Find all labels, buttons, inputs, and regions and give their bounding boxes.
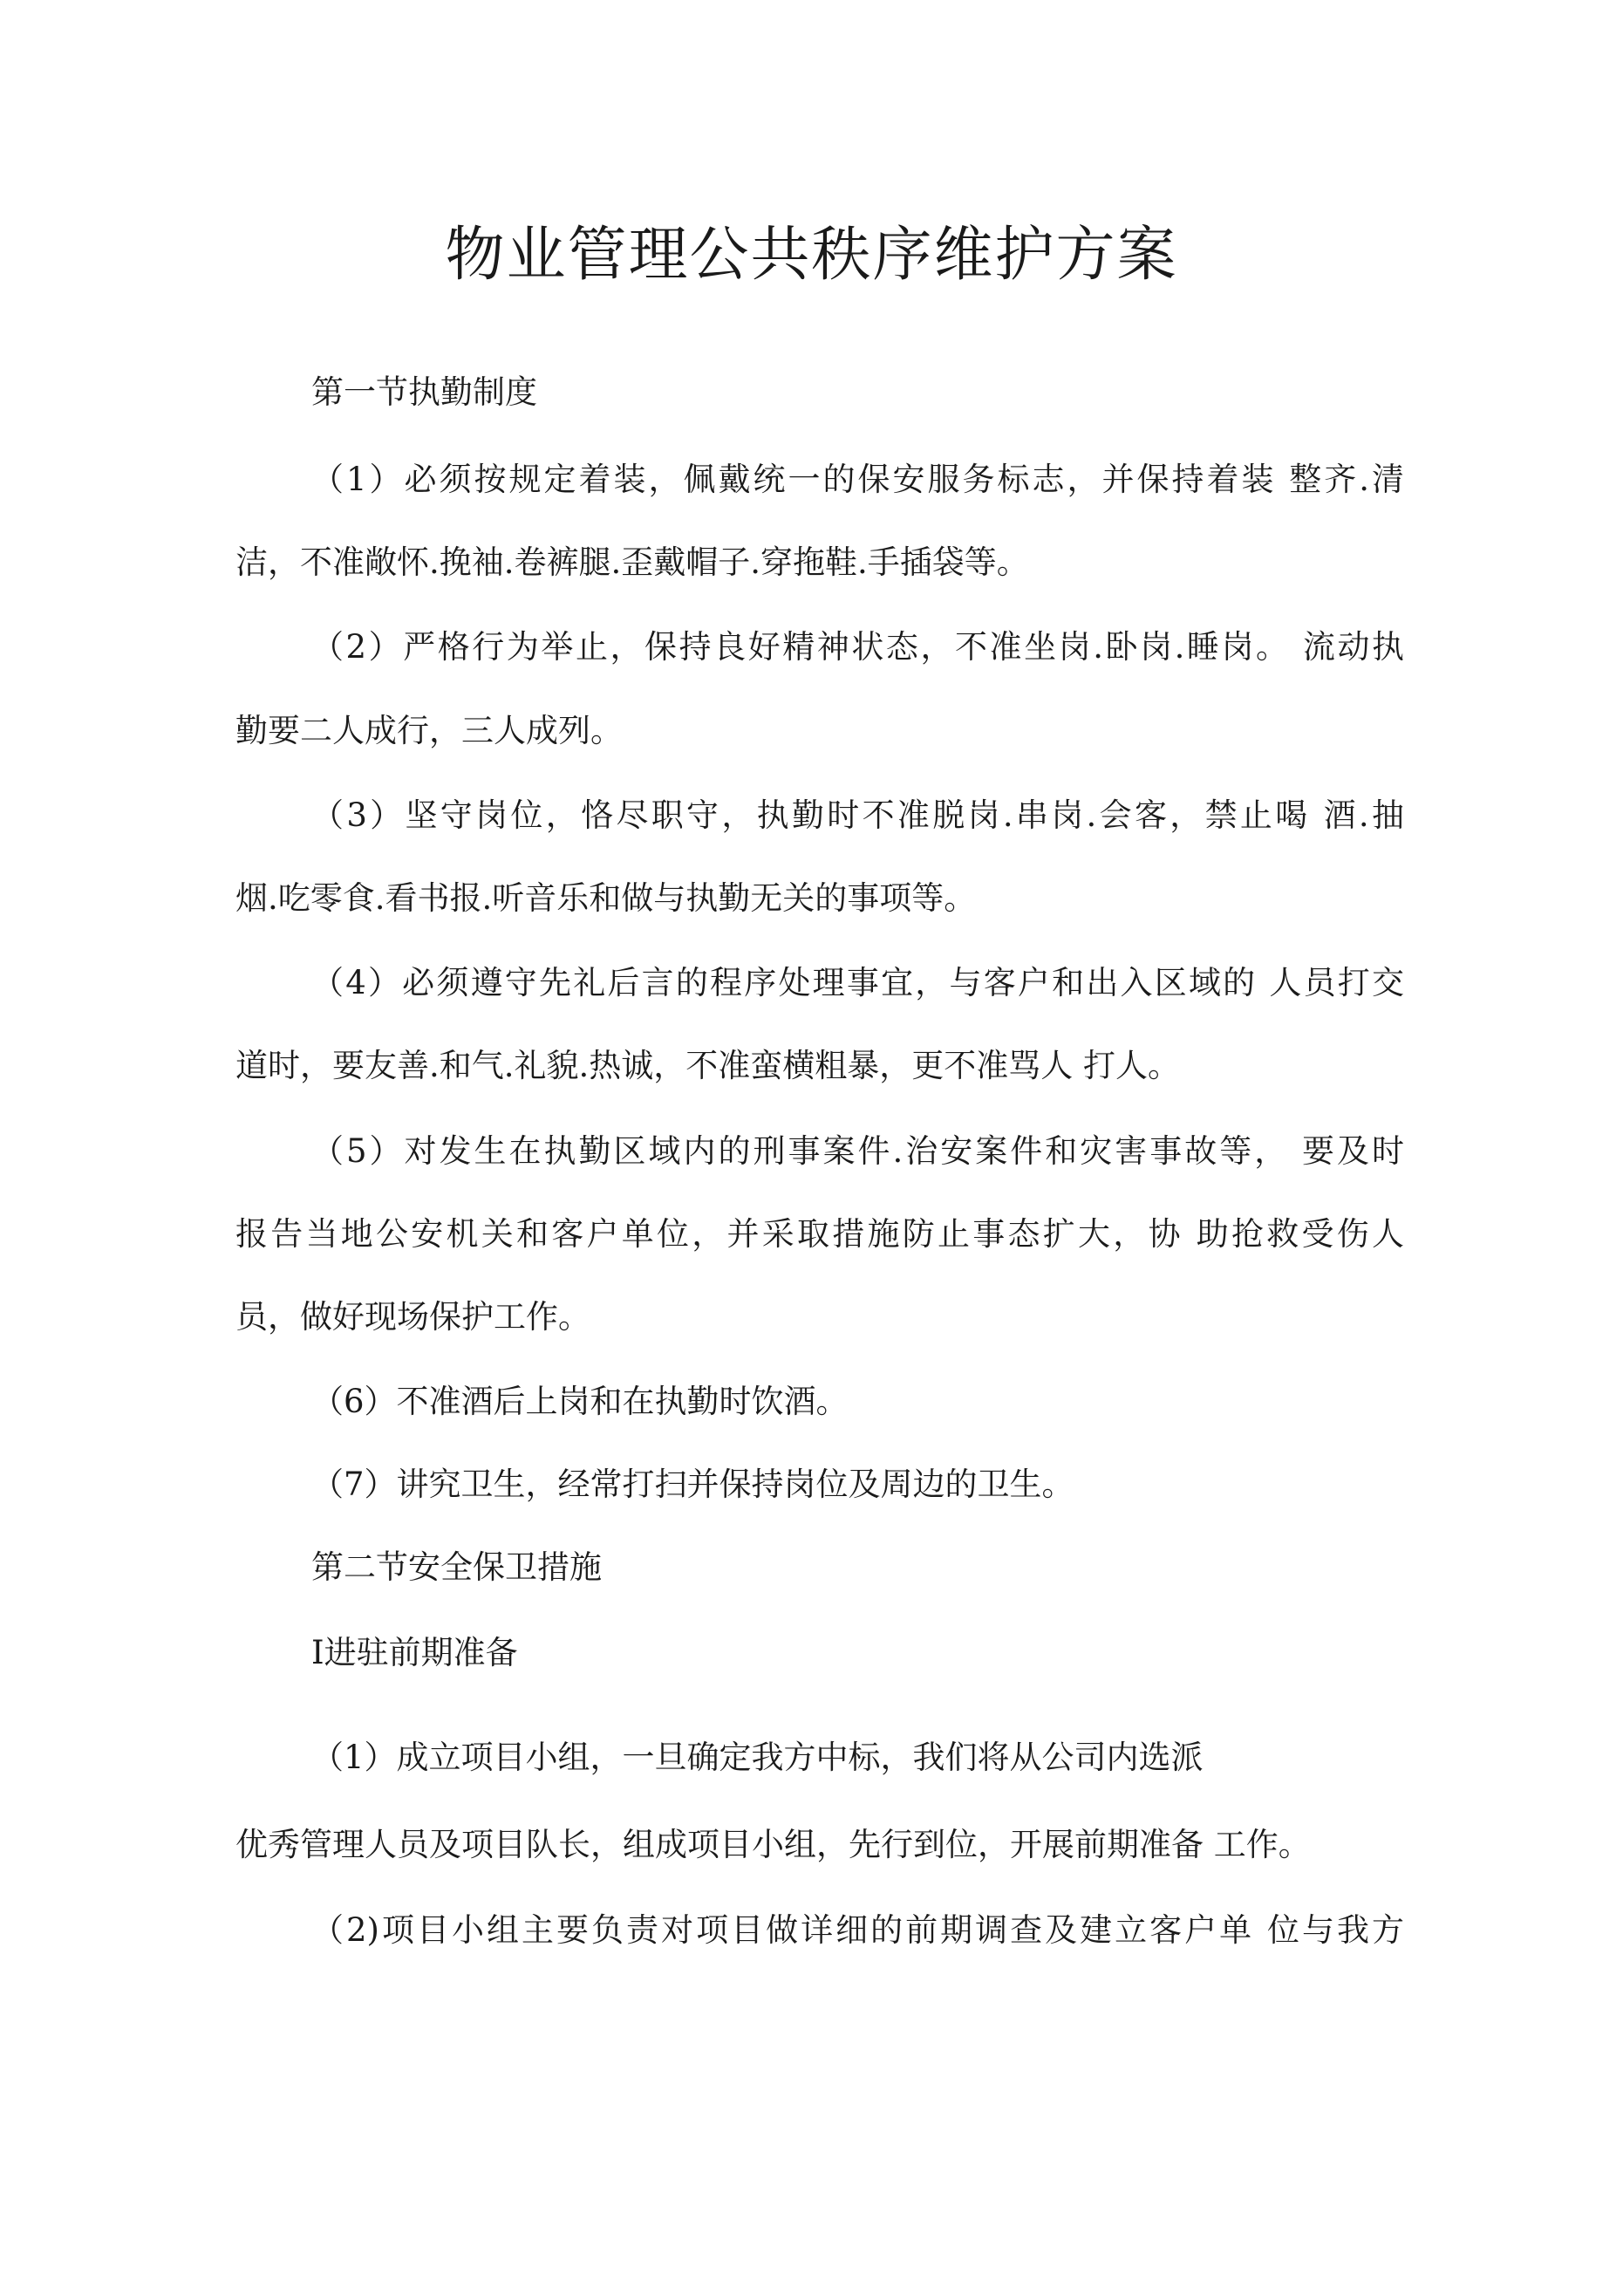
paragraph-line: （7）讲究卫生，经常打扫并保持岗位及周边的卫生。 [311, 1466, 1074, 1503]
subsection-heading: I进驻前期准备 [311, 1634, 518, 1671]
paragraph-line: 报告当地公安机关和客户单位，并采取措施防止事态扩大，协 助抢救受伤人 [235, 1215, 1404, 1253]
paragraph-line: 优秀管理人员及项目队长，组成项目小组，先行到位，开展前期准备 工作。 [235, 1826, 1311, 1863]
paragraph-line: （1）成立项目小组，一旦确定我方中标，我们将从公司内选派 [311, 1739, 1204, 1776]
paragraph-line: 洁，不准敞怀.挽袖.卷裤腿.歪戴帽子.穿拖鞋.手插袋等。 [235, 543, 1029, 581]
document-title: 物业管理公共秩序维护方案 [445, 221, 1178, 290]
paragraph-line: 员，做好现场保护工作。 [235, 1298, 590, 1336]
paragraph-line: （6）不准酒后上岗和在执勤时饮酒。 [311, 1383, 849, 1420]
paragraph-line: 烟.吃零食.看书报.听音乐和做与执勤无关的事项等。 [235, 879, 977, 917]
paragraph-line: 道时，要友善.和气.礼貌.热诚，不准蛮横粗暴，更不准骂人 打人。 [235, 1047, 1181, 1084]
paragraph-line: 勤要二人成行，三人成列。 [235, 712, 623, 749]
section-heading: 第二节安全保卫措施 [311, 1548, 602, 1586]
section-heading: 第一节执勤制度 [311, 373, 537, 411]
paragraph-line: （3）坚守岗位，恪尽职守，执勤时不准脱岗.串岗.会客，禁止喝 酒.抽 [311, 796, 1404, 834]
paragraph-line: （5）对发生在执勤区域内的刑事案件.治安案件和灾害事故等， 要及时 [311, 1132, 1404, 1170]
paragraph-line: （4）必须遵守先礼后言的程序处理事宜，与客户和出入区域的 人员打交 [311, 964, 1404, 1001]
paragraph-line: （2)项目小组主要负责对项目做详细的前期调查及建立客户单 位与我方 [311, 1911, 1404, 1949]
paragraph-line: （2）严格行为举止，保持良好精神状态，不准坐岗.卧岗.睡岗。 流动执 [311, 628, 1404, 666]
paragraph-line: （1）必须按规定着装，佩戴统一的保安服务标志，并保持着装 整齐.清 [311, 461, 1404, 498]
